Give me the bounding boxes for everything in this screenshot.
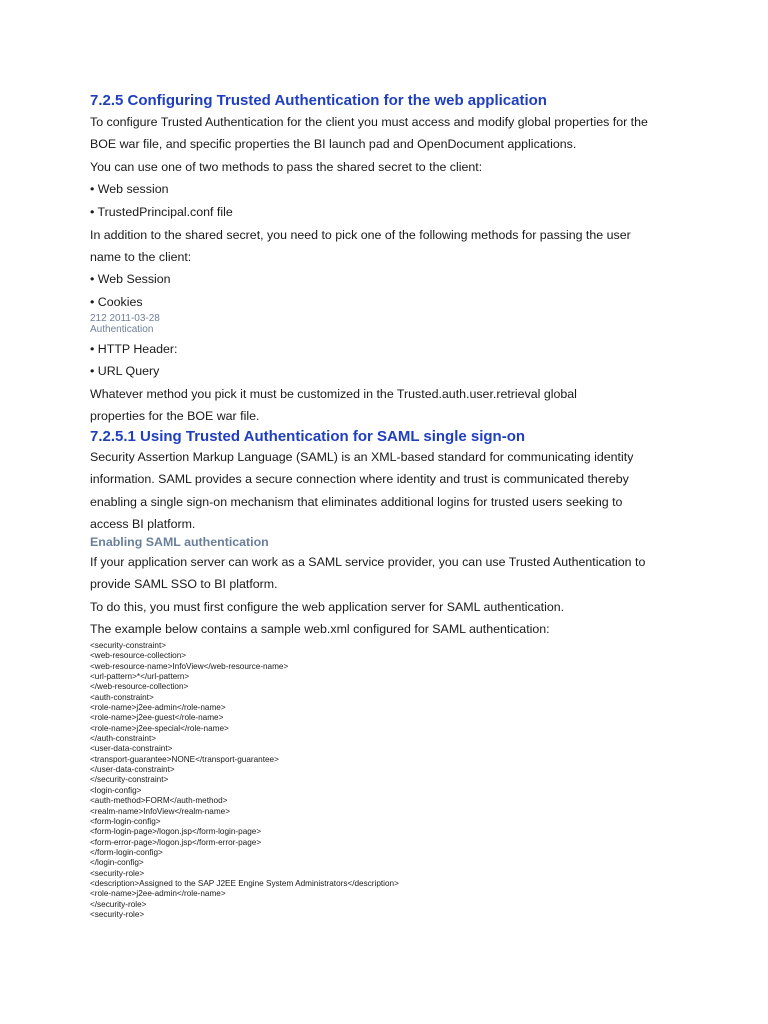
- running-chapter-title: Authentication: [90, 324, 154, 335]
- page-number-date: 212 2011-03-28: [90, 313, 160, 324]
- closing-line-2: properties for the BOE war file.: [90, 409, 260, 423]
- bullet-cookies: • Cookies: [90, 295, 143, 309]
- code-line: </web-resource-collection>: [90, 682, 189, 692]
- code-line: <url-pattern>*</url-pattern>: [90, 672, 190, 682]
- saml-para-line-3: enabling a single sign-on mechanism that eliminates additional logins for trusted users seeking to: [90, 495, 623, 509]
- enabling-saml-heading: Enabling SAML authentication: [90, 535, 269, 549]
- code-line: </form-login-config>: [90, 847, 163, 857]
- bullet-web-session-user: • Web Session: [90, 272, 171, 286]
- code-line: </security-role>: [90, 899, 147, 909]
- bullet-trustedprincipal-file: • TrustedPrincipal.conf file: [90, 205, 233, 219]
- code-line: <form-error-page>/logon.jsp</form-error-page>: [90, 837, 262, 847]
- code-line: <user-data-constraint>: [90, 744, 173, 754]
- web-xml-code-block: [90, 641, 399, 920]
- saml-para-line-2: information. SAML provides a secure connection where identity and trust is communicated thereby: [90, 472, 629, 486]
- code-line: <role-name>j2ee-admin</role-name>: [90, 889, 226, 899]
- code-line: <login-config>: [90, 785, 142, 795]
- code-line: <role-name>j2ee-guest</role-name>: [90, 713, 224, 723]
- user-intro-line-1: In addition to the shared secret, you need to pick one of the following methods for passing the user: [90, 228, 631, 242]
- code-line: <auth-method>FORM</auth-method>: [90, 796, 228, 806]
- code-line: <transport-guarantee>NONE</transport-guarantee>: [90, 754, 279, 764]
- code-line: <security-role>: [90, 868, 145, 878]
- user-intro-line-2: name to the client:: [90, 250, 192, 264]
- code-line: </security-constraint>: [90, 775, 169, 785]
- code-line: <form-login-config>: [90, 816, 161, 826]
- todo-line: To do this, you must first configure the web application server for SAML authentication.: [90, 600, 565, 614]
- code-line: <form-login-page>/logon.jsp</form-login-page>: [90, 827, 262, 837]
- enabling-line-2: provide SAML SSO to BI platform.: [90, 577, 278, 591]
- code-line: <web-resource-collection>: [90, 651, 187, 661]
- saml-para-line-4: access BI platform.: [90, 517, 196, 531]
- code-line: <security-role>: [90, 909, 145, 919]
- bullet-web-session: • Web session: [90, 182, 169, 196]
- enabling-line-1: If your application server can work as a SAML service provider, you can use Trusted Authentication to: [90, 555, 646, 569]
- code-line: <web-resource-name>InfoView</web-resource-name>: [90, 661, 289, 671]
- code-line: </login-config>: [90, 858, 144, 868]
- methods-intro: You can use one of two methods to pass the shared secret to the client:: [90, 160, 483, 174]
- code-line: <role-name>j2ee-special</role-name>: [90, 723, 229, 733]
- code-line: <description>Assigned to the SAP J2EE Engine System Administrators</description>: [90, 878, 399, 888]
- code-line: <auth-constraint>: [90, 692, 154, 702]
- saml-para-line-1: Security Assertion Markup Language (SAML) is an XML-based standard for communicating identity: [90, 450, 634, 464]
- code-line: <security-constraint>: [90, 641, 166, 650]
- intro-line-2: BOE war file, and specific properties the BI launch pad and OpenDocument applications.: [90, 137, 577, 151]
- section-heading: 7.2.5 Configuring Trusted Authentication for the web application: [90, 92, 547, 109]
- code-line: <realm-name>InfoView</realm-name>: [90, 806, 231, 816]
- closing-line-1: Whatever method you pick it must be customized in the Trusted.auth.user.retrieval global: [90, 387, 577, 401]
- subsection-heading: 7.2.5.1 Using Trusted Authentication for SAML single sign-on: [90, 428, 526, 445]
- code-line: </user-data-constraint>: [90, 765, 175, 775]
- bullet-url-query: • URL Query: [90, 364, 160, 378]
- code-line: <role-name>j2ee-admin</role-name>: [90, 703, 226, 713]
- bullet-http-header: • HTTP Header:: [90, 342, 178, 356]
- example-intro-line: The example below contains a sample web.xml configured for SAML authentication:: [90, 622, 550, 636]
- code-line: </auth-constraint>: [90, 734, 156, 744]
- intro-line-1: To configure Trusted Authentication for the client you must access and modify global properties for the: [90, 115, 648, 129]
